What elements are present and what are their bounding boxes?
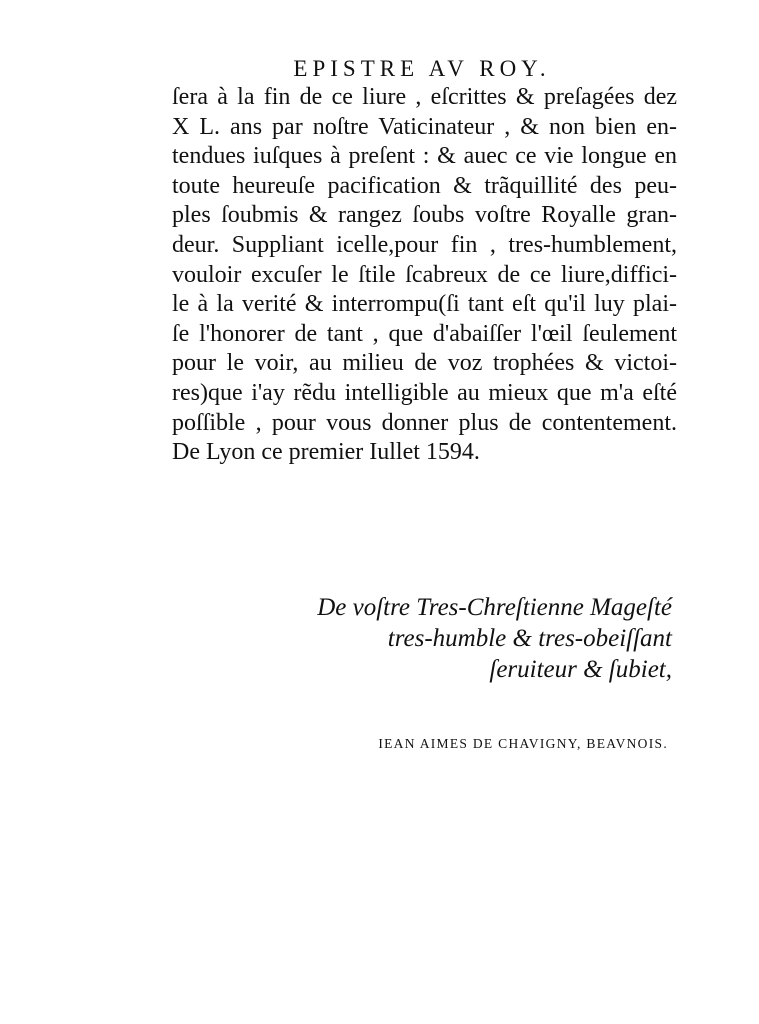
signature-line: ſeruiteur & ſubiet, xyxy=(489,656,672,683)
dateline: De Lyon ce premier Iullet 1594. xyxy=(172,439,480,466)
body-line: poſſible , pour vous donner plus de contentement. xyxy=(172,409,677,436)
body-line: deur. Suppliant icelle,pour fin , tres-humblement, xyxy=(172,231,677,258)
body-line: X L. ans par noſtre Vaticinateur , & non bien en- xyxy=(172,113,677,140)
signature-line: De voſtre Tres-Chreſtienne Mageſté xyxy=(317,594,672,621)
body-line: ſera à la fin de ce liure , eſcrittes & preſagées dez xyxy=(172,84,677,110)
body-line: ples ſoubmis & rangez ſoubs voſtre Royalle gran- xyxy=(172,202,677,229)
body-line: ſe l'honorer de tant , que d'abaiſſer l'œil ſeulement xyxy=(172,320,677,347)
body-line: pour le voir, au milieu de voz trophées & victoi- xyxy=(172,350,677,377)
signature-line: tres-humble & tres-obeiſſant xyxy=(387,625,672,652)
body-line: res)que i'ay rẽdu intelligible au mieux que m'a eſté xyxy=(172,379,677,406)
body-line: vouloir excuſer le ſtile ſcabreux de ce liure,diffici- xyxy=(172,261,677,288)
author-name: IEAN AIMES DE CHAVIGNY, BEAVNOIS. xyxy=(378,736,668,751)
running-title: EPISTRE AV ROY. xyxy=(293,56,551,81)
letter-body xyxy=(172,83,677,468)
body-line: le à la verité & interrompu(ſi tant eſt qu'il luy plai- xyxy=(172,291,677,318)
body-line: tendues iuſques à preſent : & auec ce vie longue en xyxy=(172,143,677,170)
body-line: toute heureuſe pacification & trãquillité des peu- xyxy=(172,172,677,199)
signature-block xyxy=(300,592,672,685)
